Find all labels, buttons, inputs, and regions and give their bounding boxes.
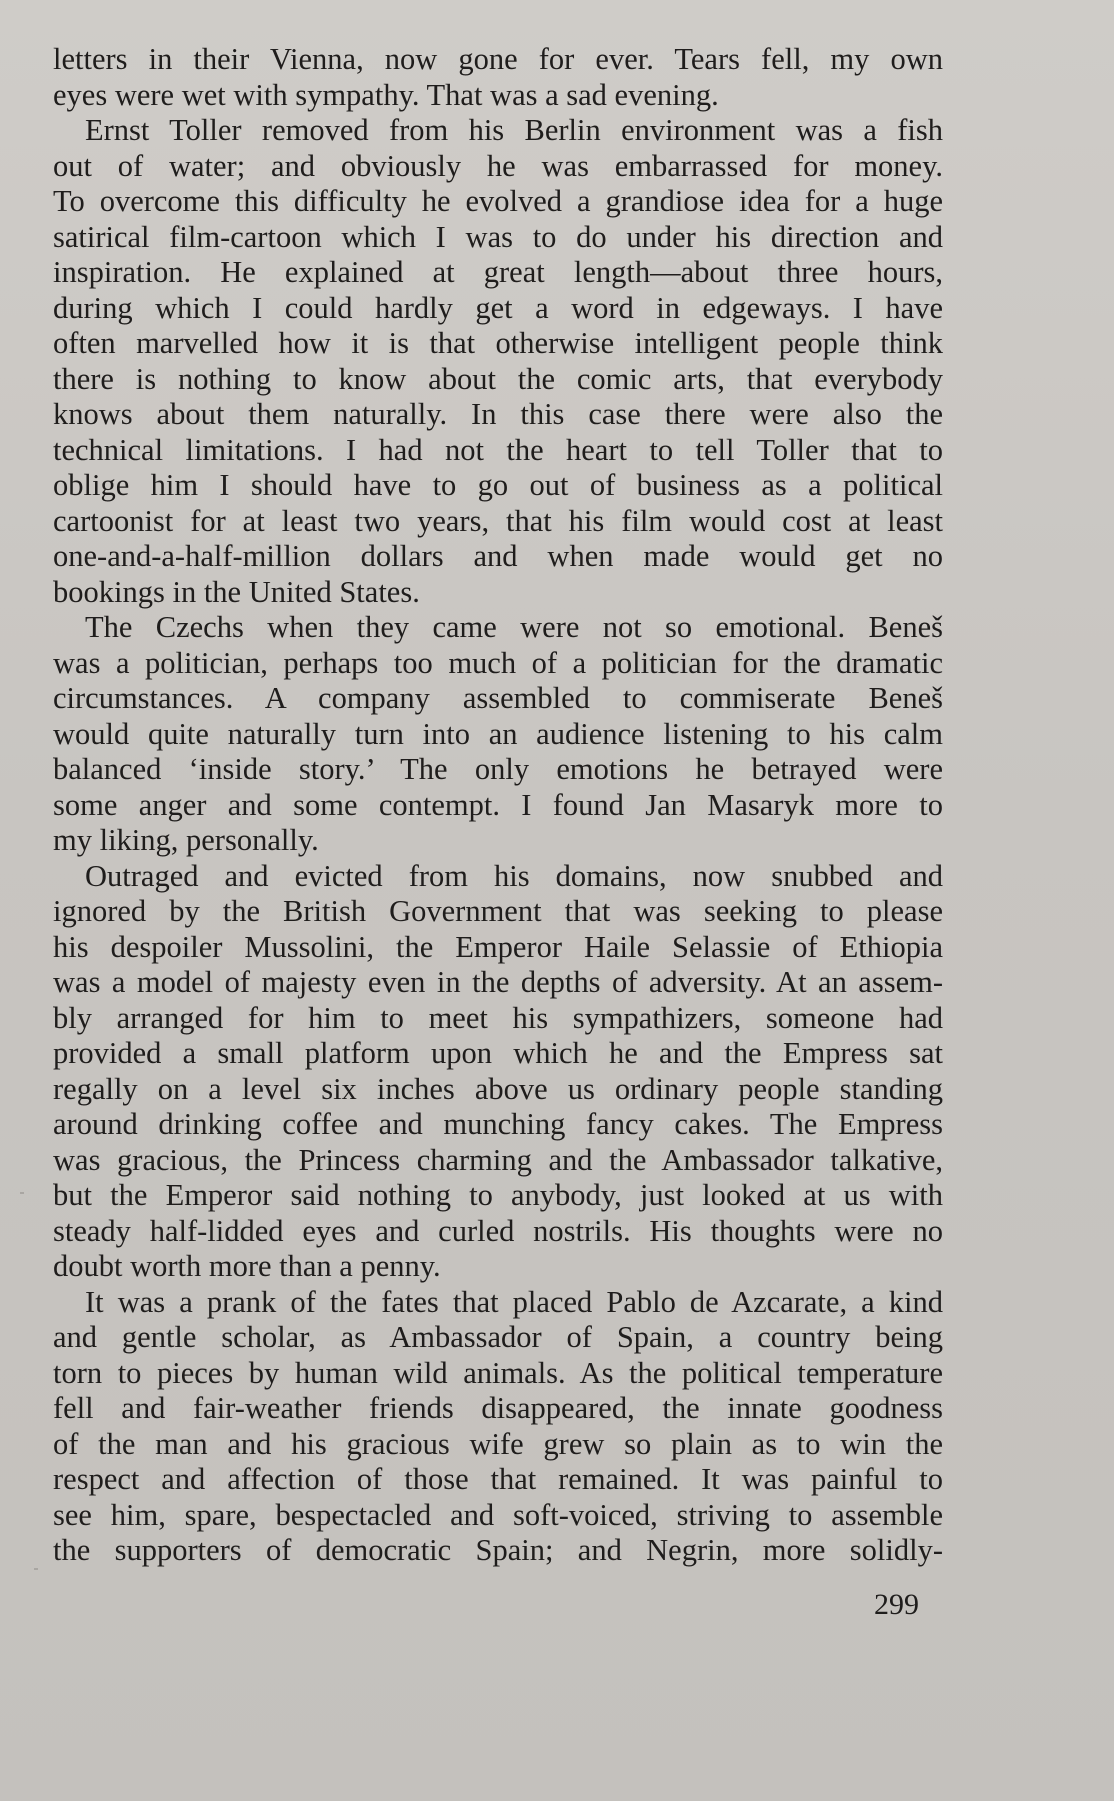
- body-text: [53, 42, 943, 1569]
- text-line: out of water; and obviously he was embarrassed for money.: [53, 148, 943, 183]
- margin-mark: [20, 1192, 24, 1194]
- page-number: 299: [874, 1588, 919, 1621]
- text-line: bly arranged for him to meet his sympathizers, someone had: [53, 1000, 943, 1035]
- text-line: cartoonist for at least two years, that his film would cost at least: [53, 503, 943, 538]
- text-line: circumstances. A company assembled to commiserate Beneš: [53, 681, 943, 715]
- text-line: inspiration. He explained at great length—about three hours,: [53, 255, 943, 289]
- text-line: letters in their Vienna, now gone for ever. Tears fell, my own: [53, 42, 943, 76]
- text-line: during which I could hardly get a word in edgeways. I have: [53, 290, 943, 325]
- text-line: oblige him I should have to go out of business as a political: [53, 468, 943, 502]
- margin-mark: [34, 1568, 38, 1570]
- text-line: fell and fair-weather friends disappeared, the innate goodness: [53, 1391, 943, 1425]
- text-line: around drinking coffee and munching fancy cakes. The Empress: [53, 1107, 943, 1141]
- text-line: satirical film-cartoon which I was to do under his direction and: [53, 219, 943, 254]
- text-line: The Czechs when they came were not so emotional. Beneš: [85, 610, 943, 644]
- text-line: was a politician, perhaps too much of a politician for the dramatic: [53, 645, 943, 680]
- text-line: but the Emperor said nothing to anybody, just looked at us with: [53, 1178, 943, 1212]
- text-line: of the man and his gracious wife grew so plain as to win the: [53, 1426, 943, 1461]
- text-line: was gracious, the Princess charming and the Ambassador talkative,: [53, 1142, 943, 1177]
- text-line: balanced ‘inside story.’ The only emotions he betrayed were: [53, 752, 943, 786]
- text-line: Outraged and evicted from his domains, now snubbed and: [85, 858, 943, 893]
- text-line: and gentle scholar, as Ambassador of Spain, a country being: [53, 1320, 943, 1354]
- text-line: torn to pieces by human wild animals. As the political temperature: [53, 1355, 943, 1390]
- text-line: there is nothing to know about the comic arts, that everybody: [53, 361, 943, 396]
- text-line: eyes were wet with sympathy. That was a sad evening.: [53, 77, 719, 112]
- text-line: doubt worth more than a penny.: [53, 1249, 441, 1283]
- text-line: some anger and some contempt. I found Jan Masaryk more to: [53, 787, 943, 822]
- text-line: Ernst Toller removed from his Berlin environment was a fish: [85, 113, 943, 147]
- text-line: one-and-a-half-million dollars and when made would get no: [53, 539, 943, 573]
- text-line: ignored by the British Government that was seeking to please: [53, 894, 943, 928]
- text-line: would quite naturally turn into an audience listening to his calm: [53, 716, 943, 751]
- text-line: was a model of majesty even in the depths of adversity. At an assem-: [53, 965, 943, 999]
- text-line: his despoiler Mussolini, the Emperor Haile Selassie of Ethiopia: [53, 929, 943, 964]
- text-line: knows about them naturally. In this case there were also the: [53, 397, 943, 431]
- text-line: often marvelled how it is that otherwise intelligent people think: [53, 326, 943, 360]
- text-line: see him, spare, bespectacled and soft-voiced, striving to assemble: [53, 1497, 943, 1532]
- text-line: steady half-lidded eyes and curled nostrils. His thoughts were no: [53, 1213, 943, 1248]
- text-line: It was a prank of the fates that placed Pablo de Azcarate, a kind: [85, 1284, 943, 1319]
- text-line: bookings in the United States.: [53, 574, 420, 609]
- text-line: regally on a level six inches above us ordinary people standing: [53, 1071, 943, 1106]
- text-line: respect and affection of those that remained. It was painful to: [53, 1462, 943, 1496]
- text-line: my liking, personally.: [53, 823, 319, 857]
- text-line: To overcome this difficulty he evolved a grandiose idea for a huge: [53, 184, 943, 218]
- text-line: the supporters of democratic Spain; and Negrin, more solidly-: [53, 1533, 943, 1567]
- text-line: provided a small platform upon which he and the Empress sat: [53, 1036, 943, 1070]
- text-line: technical limitations. I had not the heart to tell Toller that to: [53, 432, 943, 467]
